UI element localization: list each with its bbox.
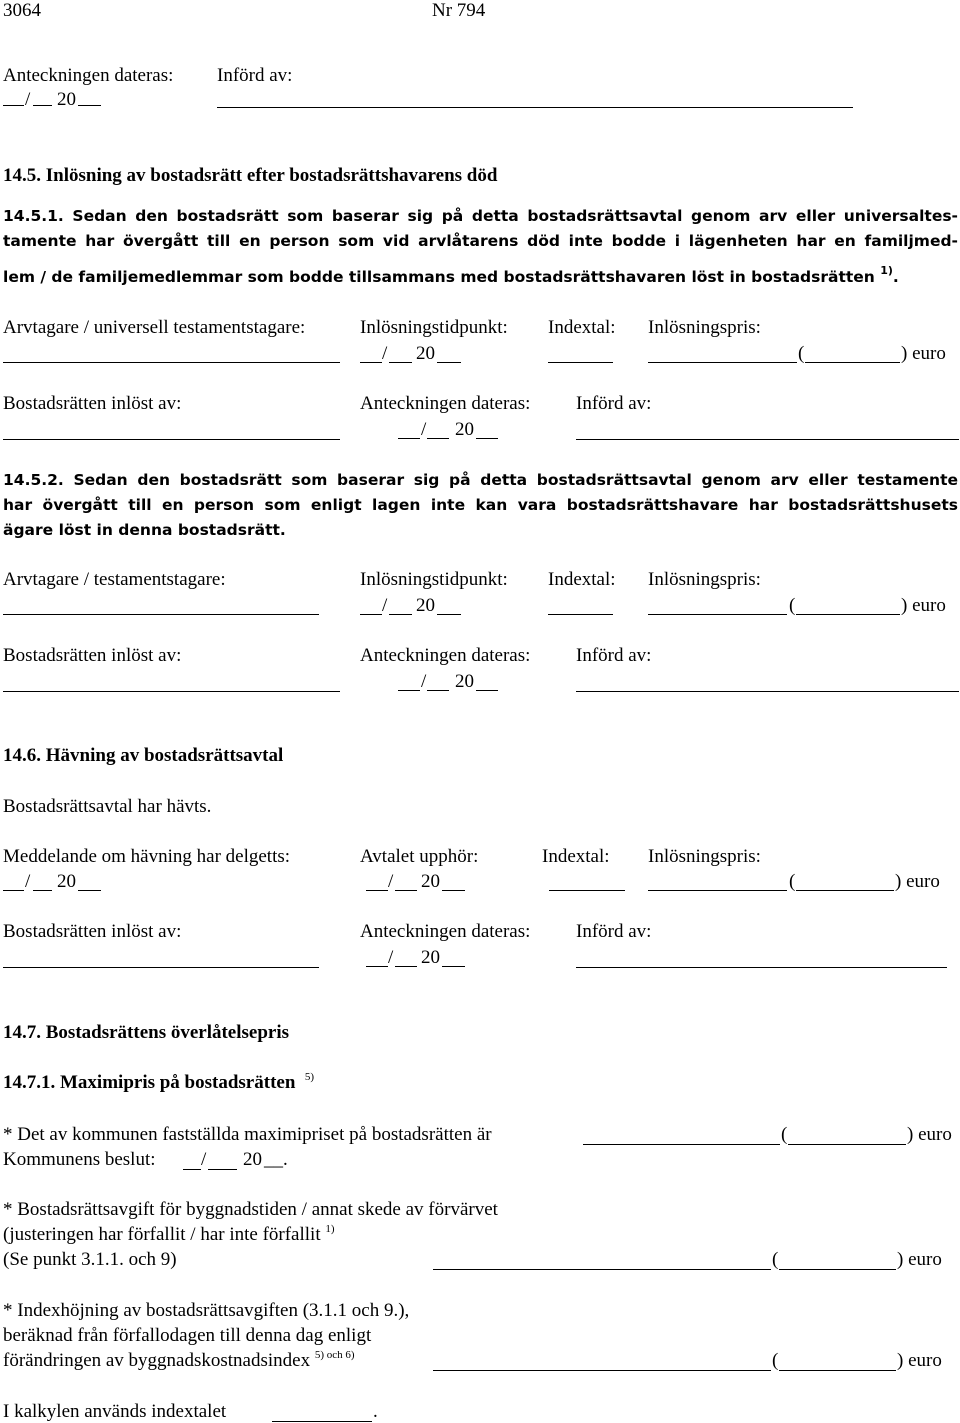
top-by-field[interactable] xyxy=(217,107,853,108)
index-item-line2: beräknad från förfallodagen till denna dag enligt xyxy=(3,1325,372,1346)
dated-label-3: Anteckningen dateras: xyxy=(360,921,531,942)
index-field-3[interactable] xyxy=(549,890,625,891)
heading-14-5: 14.5. Inlösning av bostadsrätt efter bostadsrättshavarens död xyxy=(3,165,498,186)
terminated-statement: Bostadsrättsavtal har hävts. xyxy=(3,796,212,817)
para-14-5-1-line1: 14.5.1. Sedan den bostadsrätt som baserar sig på detta bostadsrättsavtal genom arv eller universaltes- xyxy=(3,207,958,225)
notice-label: Meddelande om hävning har delgetts: xyxy=(3,846,291,867)
by-label-3: Införd av: xyxy=(576,921,652,942)
heading-14-6: 14.6. Hävning av bostadsrättsavtal xyxy=(3,745,284,766)
page-number: 3064 xyxy=(3,0,41,21)
index-label-3: Indextal: xyxy=(542,846,610,867)
by-label-2: Införd av: xyxy=(576,645,652,666)
heir-field-1[interactable] xyxy=(3,362,340,363)
heading-14-7-1: 14.7.1. Maximipris på bostadsrätten $^{5)}$ xyxy=(3,1071,315,1093)
index-used-label: I kalkylen används indextalet xyxy=(3,1401,227,1422)
price-label-1: Inlösningspris: xyxy=(648,317,761,338)
heading-14-7: 14.7. Bostadsrättens överlåtelsepris xyxy=(3,1022,290,1043)
index-field-1[interactable] xyxy=(548,362,613,363)
dated-label-2: Anteckningen dateras: xyxy=(360,645,531,666)
time-label-2: Inlösningstidpunkt: xyxy=(360,569,508,590)
by-field-1[interactable] xyxy=(576,439,959,440)
dated-label-1: Anteckningen dateras: xyxy=(360,393,531,414)
index-label-1: Indextal: xyxy=(548,317,616,338)
heir-label-2: Arvtagare / testamentstagare: xyxy=(3,569,226,590)
index-field-2[interactable] xyxy=(548,614,613,615)
index-used-period: . xyxy=(373,1401,378,1422)
para-14-5-2-line1: 14.5.2. Sedan den bostadsrätt som baserar sig på detta bostadsrättsavtal genom arv eller testamente xyxy=(3,471,958,489)
heir-field-2[interactable] xyxy=(3,614,319,615)
para-14-5-2-line3: ägare löst in denna bostadsrätt. xyxy=(3,521,286,539)
heir-label-1: Arvtagare / universell testamentstagare: xyxy=(3,317,306,338)
redeemed-label-1: Bostadsrätten inlöst av: xyxy=(3,393,182,414)
max-price-label: * Det av kommunen fastställda maximipriset på bostadsrätten är xyxy=(3,1124,492,1145)
footnote-ref: 5) och 6) xyxy=(314,1349,355,1361)
fee-item-line2: (justeringen har förfallit / har inte förfallit $^{1)}$ xyxy=(3,1223,335,1245)
municipal-decision-label: Kommunens beslut: xyxy=(3,1149,156,1170)
index-item-line1: * Indexhöjning av bostadsrättsavgiften (3.1.1 och 9.), xyxy=(3,1300,410,1321)
by-field-2[interactable] xyxy=(576,691,959,692)
top-by-label: Införd av: xyxy=(217,65,293,86)
time-label-1: Inlösningstidpunkt: xyxy=(360,317,508,338)
footnote-ref: 1) xyxy=(880,264,893,277)
footnote-ref: 1) xyxy=(325,1223,335,1235)
top-dated-label: Anteckningen dateras: xyxy=(3,65,174,86)
para-14-5-1-line2: tamente har övergått till en person som vid arvlåtarens död inte bodde i lägenheten har en familjmed- xyxy=(3,232,958,250)
index-used-field[interactable] xyxy=(272,1421,372,1422)
para-14-5-1-line3: lem / de familjemedlemmar som bodde tillsammans med bostadsrättshavaren löst in bostadsrätten $^{1)}$. xyxy=(3,264,899,286)
redeemed-field-3[interactable] xyxy=(3,967,319,968)
redeemed-label-2: Bostadsrätten inlöst av: xyxy=(3,645,182,666)
price-label-2: Inlösningspris: xyxy=(648,569,761,590)
end-label: Avtalet upphör: xyxy=(360,846,479,867)
redeemed-field-1[interactable] xyxy=(3,439,340,440)
fee-item-line1: * Bostadsrättsavgift för byggnadstiden / annat skede av förvärvet xyxy=(3,1199,498,1220)
by-field-3[interactable] xyxy=(576,967,947,968)
issue-number: Nr 794 xyxy=(432,0,486,21)
index-label-2: Indextal: xyxy=(548,569,616,590)
by-label-1: Införd av: xyxy=(576,393,652,414)
para-14-5-2-line2: har övergått till en person som enligt lagen inte kan vara bostadsrättshavare har bostadsrättshusets xyxy=(3,496,958,514)
fee-item-line3: (Se punkt 3.1.1. och 9) xyxy=(3,1249,177,1270)
price-label-3: Inlösningspris: xyxy=(648,846,761,867)
footnote-ref: 5) xyxy=(304,1071,315,1083)
index-item-line3: förändringen av byggnadskostnadsindex $^{5) och 6)}$ xyxy=(3,1349,355,1371)
redeemed-label-3: Bostadsrätten inlöst av: xyxy=(3,921,182,942)
redeemed-field-2[interactable] xyxy=(3,691,340,692)
